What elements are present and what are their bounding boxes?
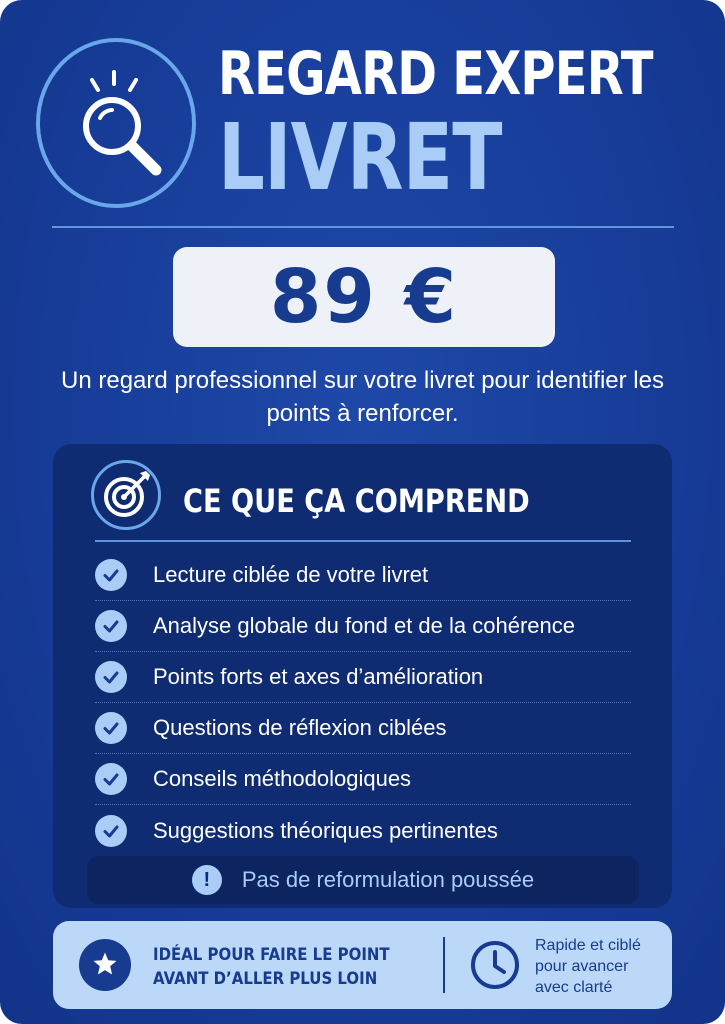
footer-banner <box>53 921 672 1009</box>
footer-benefit <box>535 935 641 998</box>
footer-benefit-line-2: pour avancer <box>535 958 629 975</box>
list-item <box>95 550 631 601</box>
check-icon <box>95 559 127 591</box>
check-icon <box>95 763 127 795</box>
check-icon <box>95 712 127 744</box>
logo-badge <box>36 38 196 208</box>
title-line-2: LIVRET <box>218 104 502 211</box>
includes-divider <box>95 540 631 542</box>
price: 89 € <box>269 254 459 340</box>
target-badge <box>91 460 161 530</box>
includes-title: CE QUE ÇA COMPREND <box>183 482 530 520</box>
title-line-1: REGARD EXPERT <box>218 39 653 109</box>
star-icon <box>79 939 131 991</box>
check-icon <box>95 815 127 847</box>
includes-panel <box>53 444 672 908</box>
footer-tagline <box>153 943 390 991</box>
subtitle: Un regard professionnel sur votre livret pour identifier les points à renforcer. <box>61 367 664 427</box>
list-item <box>95 754 631 805</box>
list-item-label: Suggestions théoriques pertinentes <box>153 817 498 843</box>
clock-icon <box>469 939 521 991</box>
check-icon <box>95 610 127 642</box>
list-item-label: Conseils méthodologiques <box>153 766 412 791</box>
footer-benefit-line-1: Rapide et ciblé <box>535 937 641 954</box>
footer-benefit-line-3: avec clarté <box>535 979 613 996</box>
list-item <box>95 601 631 652</box>
footer-tagline-line-1: IDÉAL POUR FAIRE LE POINT <box>153 945 390 965</box>
list-item-label: Lecture ciblée de votre livret <box>153 562 429 587</box>
list-item-label: Points forts et axes d’amélioration <box>153 664 484 689</box>
footer-tagline-line-2: AVANT D’ALLER PLUS LOIN <box>153 969 378 989</box>
target-icon <box>94 463 158 527</box>
magnifier-icon <box>40 42 192 204</box>
info-icon: ! <box>192 865 222 895</box>
limitation-note-text: Pas de reformulation poussée <box>241 867 535 892</box>
header-divider <box>52 226 674 228</box>
list-item-label: Analyse globale du fond et de la cohérence <box>153 613 575 638</box>
list-item <box>95 703 631 754</box>
list-item <box>95 652 631 703</box>
list-item <box>95 805 631 856</box>
includes-list <box>95 550 631 856</box>
price-box <box>173 247 555 347</box>
list-item-label: Questions de réflexion ciblées <box>153 715 447 740</box>
footer-divider <box>443 937 445 993</box>
limitation-note <box>87 856 639 904</box>
check-icon <box>95 661 127 693</box>
